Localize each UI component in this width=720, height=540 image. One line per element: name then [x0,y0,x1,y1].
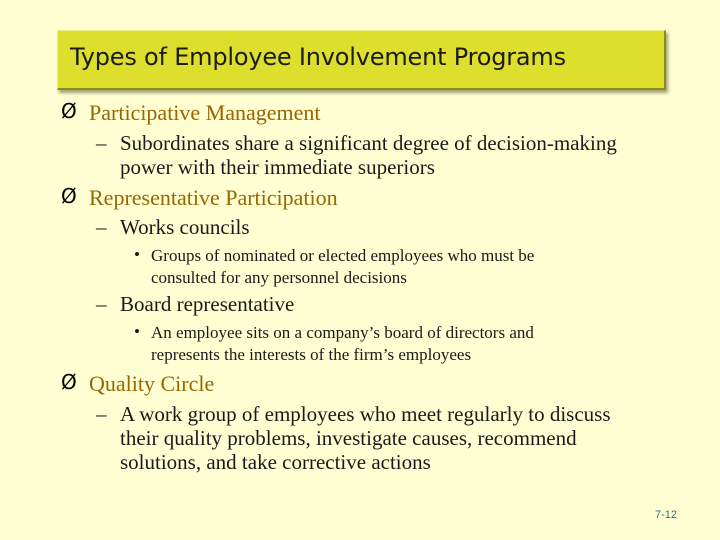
subitem-board-representative: – Board representative [96,292,295,316]
dash-bullet-icon: – [96,215,107,239]
arrow-bullet-icon: Ø [61,370,77,394]
heading-participative-management: Ø Participative Management [61,99,321,125]
subitem-works-councils: – Works councils [96,215,250,239]
slide-title: Types of Employee Involvement Programs [70,43,566,71]
bullet-works-councils-detail: • Groups of nominated or elected employees who must be consulted for any personnel decisions [134,245,535,287]
bullet-board-representative-detail: • An employee sits on a company’s board of directors and represents the interests of the firm’s employees [134,322,534,364]
arrow-bullet-icon: Ø [61,184,77,208]
dot-bullet-icon: • [134,322,140,341]
title-box [57,30,666,90]
arrow-bullet-icon: Ø [61,99,77,123]
dot-bullet-icon: • [134,245,140,264]
dash-bullet-icon: – [96,131,107,155]
heading-representative-participation: Ø Representative Participation [61,184,338,210]
heading-quality-circle: Ø Quality Circle [61,370,215,396]
dash-bullet-icon: – [96,402,107,426]
dash-bullet-icon: – [96,292,107,316]
slide-number: 7-12 [655,509,678,521]
subitem-subordinates: – Subordinates share a significant degree of decision-making power with their immediate superiors [96,131,617,179]
subitem-quality-circle-definition: – A work group of employees who meet regularly to discuss their quality problems, investigate causes, recommend solutions, and take corrective actions [96,402,611,474]
